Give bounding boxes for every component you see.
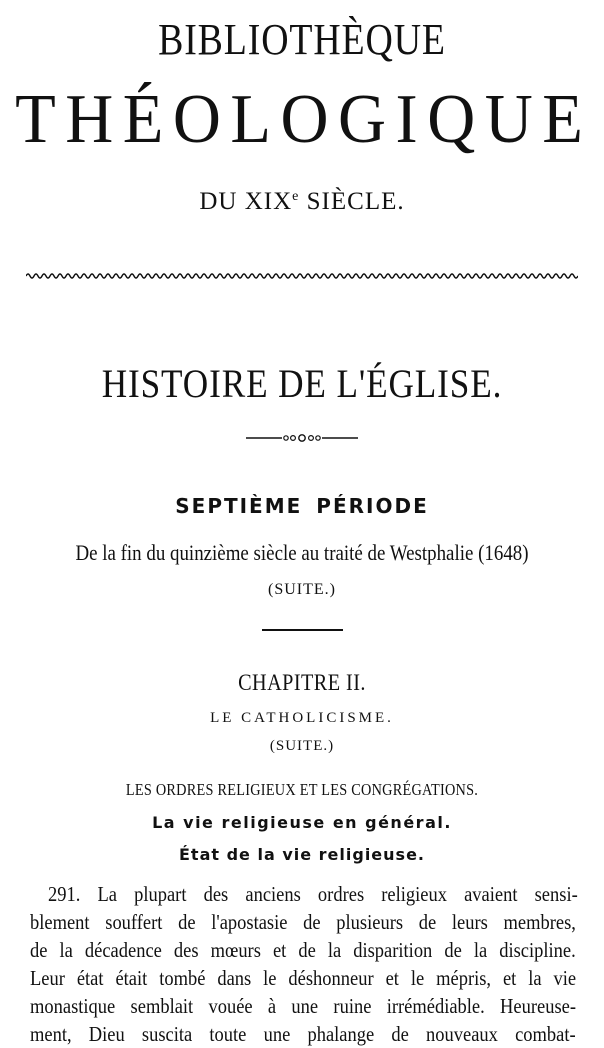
paragraph-line-text: de la décadence des mœurs et de la disparition de la discipline. xyxy=(30,938,576,962)
wavy-divider xyxy=(26,270,578,282)
paragraph-line-text: La plupart des anciens ordres religieux avaient sensi- xyxy=(80,882,578,906)
series-century xyxy=(0,188,604,216)
paragraph-line xyxy=(30,880,576,908)
series-title-line1: BIBLIOTHÈQUE xyxy=(158,15,446,64)
period-subtitle: De la fin du quinzième siècle au traité de Westphalie (1648) xyxy=(75,540,529,565)
century-suffix: SIÈCLE. xyxy=(299,188,405,215)
paragraph-line xyxy=(30,908,576,936)
body-paragraph xyxy=(30,880,576,1048)
chapter-subject: LE CATHOLICISME. xyxy=(210,710,394,726)
book-title: HISTOIRE DE L'ÉGLISE. xyxy=(101,361,503,406)
paragraph-line-text: ment, Dieu suscita toute une phalange de nouveaux combat- xyxy=(30,1022,576,1046)
paragraph-line xyxy=(30,936,576,964)
period-suite: (SUITE.) xyxy=(268,581,336,598)
period-heading xyxy=(0,494,604,518)
paragraph-line xyxy=(30,964,576,992)
chapter-suite: (SUITE.) xyxy=(269,738,335,754)
paragraph-number: 291. xyxy=(48,882,81,906)
paragraph-line-text: blement souffert de l'apostasie de plusieurs de leurs membres, xyxy=(30,910,576,934)
series-title-line2: THÉOLOGIQUE xyxy=(15,81,593,158)
century-prefix: DU XIX xyxy=(199,188,293,215)
short-rule-divider xyxy=(262,629,343,631)
chapter-heading: CHAPITRE II. xyxy=(238,670,366,695)
subsection-heading-1: La vie religieuse en général. xyxy=(152,813,452,832)
century-superscript: e xyxy=(292,189,300,204)
period-word1: SEPTIÈME xyxy=(175,494,303,518)
section-heading: LES ORDRES RELIGIEUX ET LES CONGRÉGATIONS. xyxy=(125,780,479,799)
paragraph-line-text: Leur état était tombé dans le déshonneur et le mépris, et la vie xyxy=(30,966,577,990)
period-word2: PÉRIODE xyxy=(316,494,429,518)
ornament-divider xyxy=(244,430,360,446)
subsection-heading-2: État de la vie religieuse. xyxy=(179,845,425,864)
paragraph-line xyxy=(30,992,576,1020)
paragraph-line-text: monastique semblait vouée à une ruine irrémédiable. Heureuse- xyxy=(30,994,577,1018)
